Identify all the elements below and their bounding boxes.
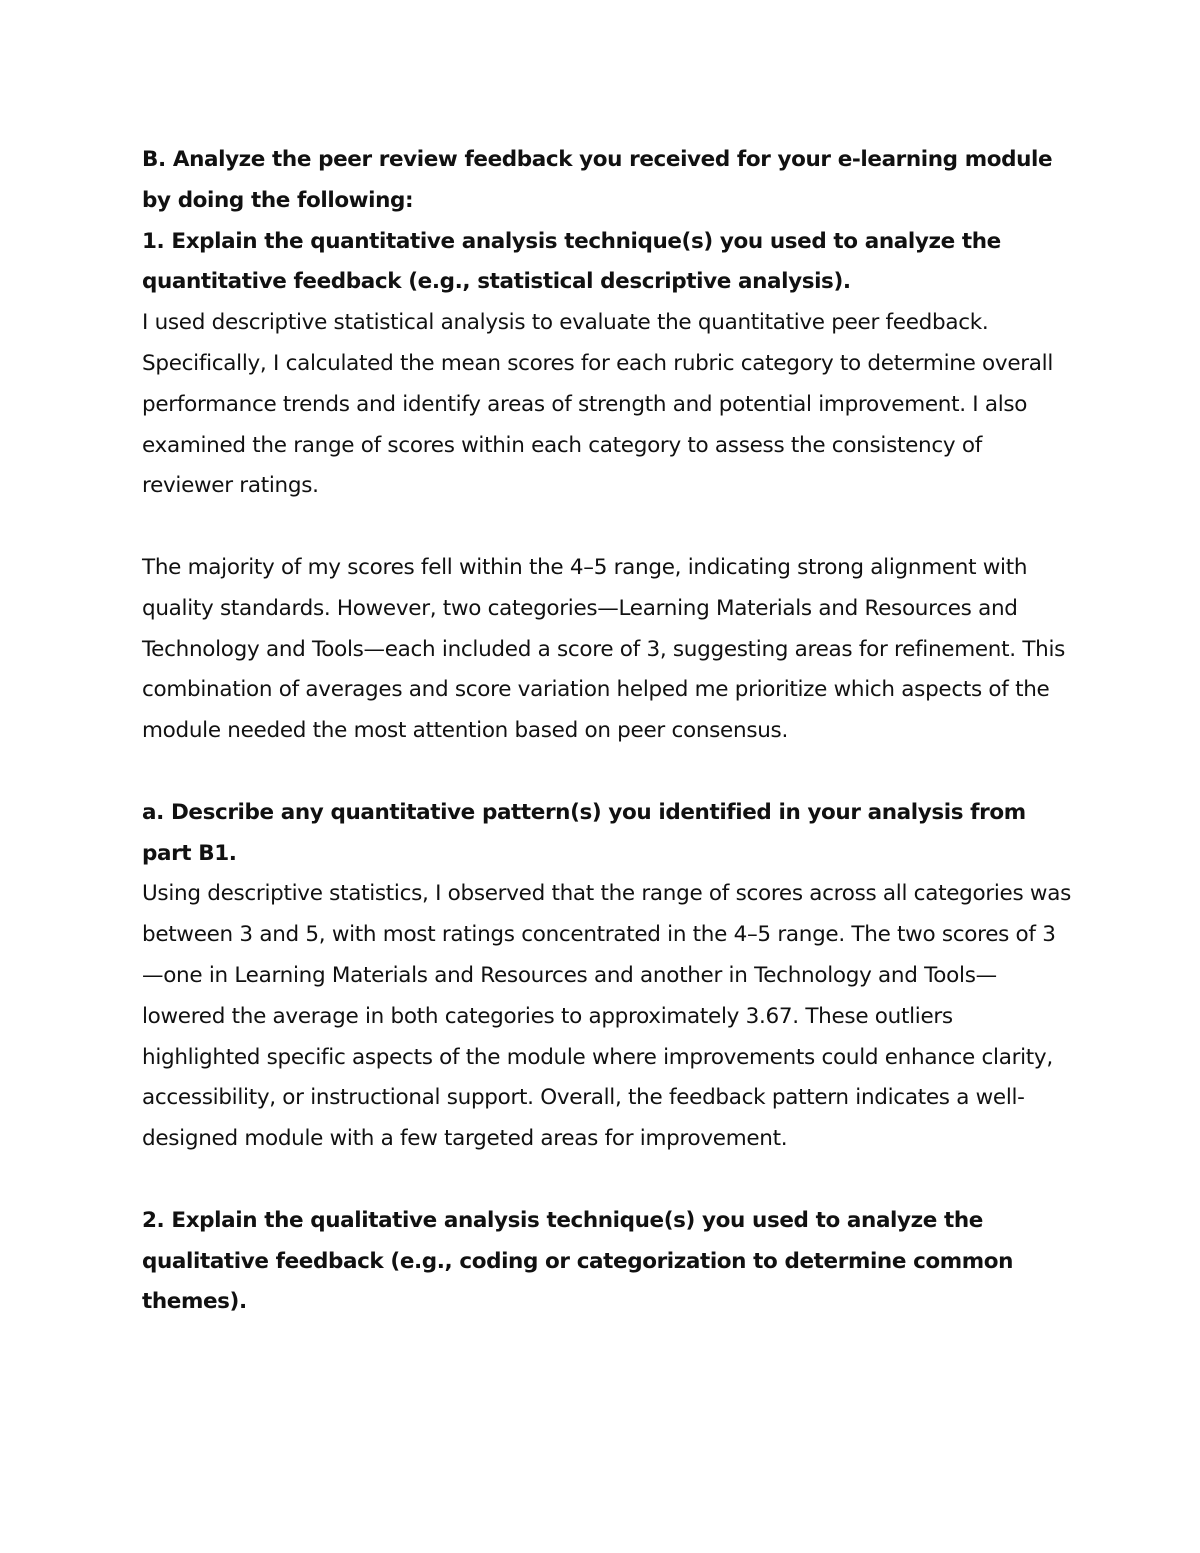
document-page [142, 140, 1072, 1323]
item-1-paragraph-2: The majority of my scores fell within the 4–5 range, indicating strong alignment with quality standards. However, two categories—Learning Materials and Resources and Technology and Tools—each included a score of 3, suggesting areas for refinement. This combination of averages and score variation helped me prioritize which aspects of the module needed the most attention based on peer consensus. [142, 554, 1066, 744]
item-a-heading: a. Describe any quantitative pattern(s) you identified in your analysis from part B1. [142, 799, 1026, 866]
item-a-paragraph: Using descriptive statistics, I observed that the range of scores across all categories was between 3 and 5, with most ratings concentrated in the 4–5 range. The two scores of 3—one in Learning Materials and Resources and another in Technology and Tools—lowered the average in both categories to approximately 3.67. These outliers highlighted specific aspects of the module where improvements could enhance clarity, accessibility, or instructional support. Overall, the feedback pattern indicates a well-designed module with a few targeted areas for improvement. [142, 881, 1071, 1152]
paragraph-spacer [142, 752, 1072, 793]
item-2-heading: 2. Explain the qualitative analysis technique(s) you used to analyze the qualitative feedback (e.g., coding or categorization to determine common themes). [142, 1207, 1014, 1315]
section-b-heading: B. Analyze the peer review feedback you received for your e-learning module by doing the following: [142, 147, 1053, 213]
item-1-paragraph-1: I used descriptive statistical analysis to evaluate the quantitative peer feedback. Specifically, I calculated the mean scores for each rubric category to determine overall performance trends and identify areas of strength and potential improvement. I also examined the range of scores within each category to assess the consistency of reviewer ratings. [142, 310, 1054, 499]
item-1-heading: 1. Explain the quantitative analysis technique(s) you used to analyze the quantitative feedback (e.g., statistical descriptive analysis). [142, 228, 1001, 295]
paragraph-spacer [142, 1160, 1072, 1201]
paragraph-spacer [142, 507, 1072, 548]
